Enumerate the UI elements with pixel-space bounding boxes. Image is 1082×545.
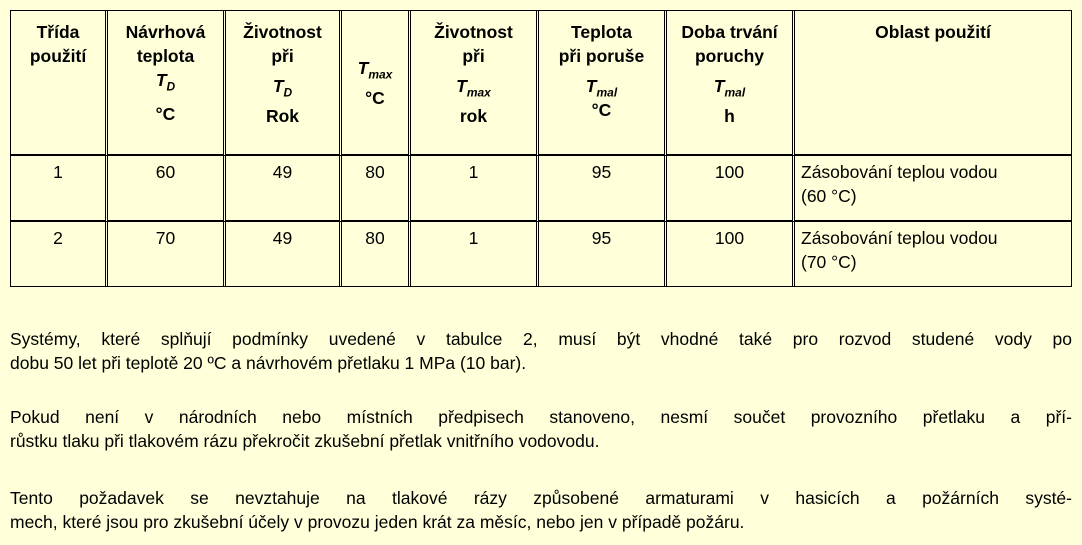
header-symbol: $T_{mal}$ xyxy=(585,76,618,100)
table-cell: 80 xyxy=(342,222,411,286)
table-cell: 100 xyxy=(667,222,795,286)
header-unit: °C xyxy=(591,100,612,120)
table-cell: 95 xyxy=(539,222,667,286)
header-line: Životnost xyxy=(243,22,322,42)
header-line: Doba trvání xyxy=(681,22,778,42)
header-symbol: $T_{mal}$ xyxy=(713,76,746,100)
header-lifetime-td xyxy=(226,11,342,156)
table-cell: 80 xyxy=(342,156,411,222)
header-line: Třída xyxy=(36,22,80,42)
header-line: Teplota xyxy=(571,22,632,42)
header-line: použití xyxy=(29,46,87,66)
area-line: Zásobování teplou vodou xyxy=(801,162,998,182)
header-line: Návrhová xyxy=(125,22,206,42)
table-cell-area xyxy=(795,222,1071,286)
area-line: (70 °C) xyxy=(801,252,857,272)
paragraph-line: dobu 50 let při teplotě 20 ºC a návrhovém přetlaku 1 MPa (10 bar). xyxy=(10,353,527,373)
paragraph-pressure-limit xyxy=(10,405,1072,453)
header-line: Oblast použití xyxy=(875,22,991,42)
header-unit: Rok xyxy=(265,106,300,126)
table-cell: 95 xyxy=(539,156,667,222)
header-symbol: $T_D$ xyxy=(272,76,293,100)
header-line: teplota xyxy=(136,46,195,66)
table-cell: 49 xyxy=(226,156,342,222)
paragraph-line: mech, které jsou pro zkušební účely v provozu jeden krát za měsíc, nebo jen v případě požáru. xyxy=(10,512,745,532)
header-symbol: $T_{max}$ xyxy=(456,76,491,100)
header-failure-temperature xyxy=(539,11,667,156)
table-cell: 1 xyxy=(411,222,539,286)
table-header-row xyxy=(11,11,1071,156)
header-class xyxy=(11,11,108,156)
area-line: Zásobování teplou vodou xyxy=(801,228,998,248)
paragraph-cold-water xyxy=(10,327,1072,375)
table-cell: 70 xyxy=(108,222,226,286)
requirements-table xyxy=(10,10,1072,287)
header-unit: h xyxy=(724,106,735,126)
header-failure-duration xyxy=(667,11,795,156)
header-line: při xyxy=(271,46,294,66)
table-cell: 49 xyxy=(226,222,342,286)
header-line: Životnost xyxy=(434,22,513,42)
paragraph-exception xyxy=(10,486,1072,534)
table-row xyxy=(11,156,1071,222)
table-cell: 1 xyxy=(11,156,108,222)
paragraph-line: růstku tlaku při tlakovém rázu překročit zkušební přetlak vnitřního vodovodu. xyxy=(10,431,600,451)
header-unit: rok xyxy=(459,106,488,126)
table-cell: 100 xyxy=(667,156,795,222)
table-cell: 1 xyxy=(411,156,539,222)
header-line: poruchy xyxy=(694,46,765,66)
paragraph-line: Tento požadavek se nevztahuje na tlakové rázy způsobené armaturami v hasicích a požárních systé- xyxy=(10,488,1072,508)
header-line: při xyxy=(462,46,485,66)
paragraph-line: Systémy, které splňují podmínky uvedené v tabulce 2, musí být vhodné také pro rozvod studené vody po xyxy=(10,329,1072,349)
table-cell: 60 xyxy=(108,156,226,222)
header-unit: °C xyxy=(365,87,385,108)
paragraph-line: Pokud není v národních nebo místních předpisech stanoveno, nesmí součet provozního přetlaku a pří- xyxy=(10,407,1072,427)
header-application-area xyxy=(795,11,1071,156)
table-cell-area xyxy=(795,156,1071,222)
area-line: (60 °C) xyxy=(801,186,857,206)
table-row xyxy=(11,222,1071,286)
header-tmax xyxy=(342,11,411,156)
header-unit: °C xyxy=(155,104,176,124)
header-line: při poruše xyxy=(558,46,645,66)
header-lifetime-tmax xyxy=(411,11,539,156)
header-symbol: $T_D$ xyxy=(155,70,176,94)
table-cell: 2 xyxy=(11,222,108,286)
header-design-temperature xyxy=(108,11,226,156)
header-symbol: $T_{max}$ xyxy=(357,57,393,81)
